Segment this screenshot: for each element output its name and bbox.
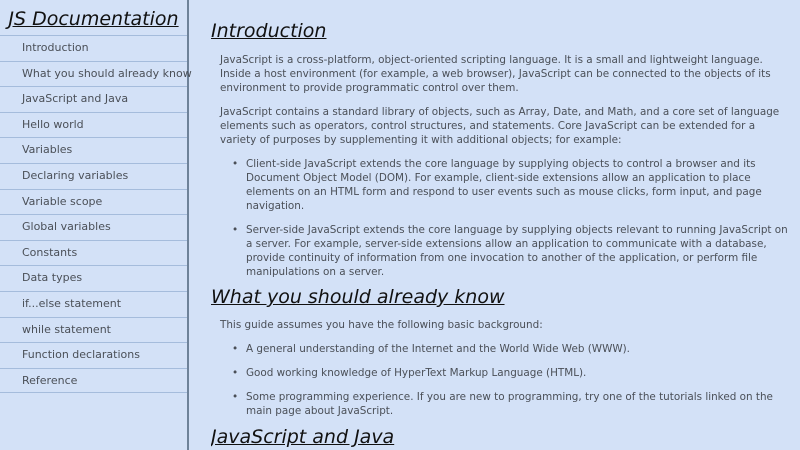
list-item: [211, 366, 791, 380]
list-item-text: Good working knowledge of HyperText Markup Language (HTML).: [246, 367, 587, 379]
section-heading-introduction: Introduction: [211, 20, 327, 42]
section-heading-javascript-and-java: JavaScript and Java: [211, 426, 395, 448]
section-javascript-and-java: [211, 426, 791, 448]
section-heading-what-you-should-already-know: What you should already know: [211, 286, 505, 308]
sidebar-item-introduction[interactable]: Introduction: [0, 35, 187, 61]
sidebar-item-declaring-variables[interactable]: Declaring variables: [0, 163, 187, 189]
sidebar-item-data-types[interactable]: Data types: [0, 265, 187, 291]
sidebar-item-javascript-and-java[interactable]: JavaScript and Java: [0, 86, 187, 112]
bullet-icon: [232, 342, 238, 356]
bullet-list: [211, 157, 791, 279]
list-item-text: Some programming experience. If you are new to programming, try one of the tutorials linked on the main page about JavaScript.: [246, 391, 773, 417]
main-content: [211, 0, 791, 450]
bullet-icon: [232, 223, 238, 237]
sidebar-item-while-statement[interactable]: while statement: [0, 317, 187, 343]
bullet-icon: [232, 390, 238, 404]
sidebar-item-what-you-should-already-know[interactable]: What you should already know: [0, 61, 187, 87]
sidebar-item-constants[interactable]: Constants: [0, 240, 187, 266]
sidebar-item-hello-world[interactable]: Hello world: [0, 112, 187, 138]
bullet-icon: [232, 157, 238, 171]
list-item: [211, 342, 791, 356]
sidebar-item-function-declarations[interactable]: Function declarations: [0, 342, 187, 368]
section-paragraph: This guide assumes you have the following basic background:: [220, 319, 543, 331]
sidebar: [0, 0, 192, 450]
sidebar-item-variables[interactable]: Variables: [0, 137, 187, 163]
sidebar-nav-list: [0, 35, 192, 393]
list-item-text: Client-side JavaScript extends the core language by supplying objects to control a browser and its Document Object Model (DOM). For example, client-side extensions allow an application to place elements on an HTML form and respond to user events such as mouse clicks, form input, and page navigation.: [246, 158, 762, 212]
sidebar-item-variable-scope[interactable]: Variable scope: [0, 189, 187, 215]
section-paragraph: JavaScript is a cross-platform, object-oriented scripting language. It is a small and lightweight language. Inside a host environment (for example, a web browser), JavaScript can be connected to the objects of its environment to provide programmatic control over them.: [220, 54, 771, 94]
list-item: [211, 390, 791, 418]
section-paragraph: JavaScript contains a standard library of objects, such as Array, Date, and Math, and a core set of language elements such as operators, control structures, and statements. Core JavaScript can be extended for a variety of purposes by supplementing it with additional objects; for example:: [220, 106, 780, 146]
list-item: [211, 157, 791, 213]
bullet-icon: [232, 366, 238, 380]
list-item: [211, 223, 791, 279]
sidebar-item-if-else-statement[interactable]: if...else statement: [0, 291, 187, 317]
section-introduction: [211, 20, 791, 279]
list-item-text: Server-side JavaScript extends the core language by supplying objects relevant to running JavaScript on a server. For example, server-side extensions allow an application to communicate with a database, provide continuity of information from one invocation to another of the application, or perform file manipulations on a server.: [246, 224, 788, 278]
list-item-text: A general understanding of the Internet and the World Wide Web (WWW).: [246, 343, 630, 355]
sidebar-title: JS Documentation: [8, 8, 179, 30]
sidebar-item-global-variables[interactable]: Global variables: [0, 214, 187, 240]
bullet-list: [211, 342, 791, 418]
section-what-you-should-already-know: [211, 286, 791, 418]
sidebar-item-reference[interactable]: Reference: [0, 368, 187, 394]
